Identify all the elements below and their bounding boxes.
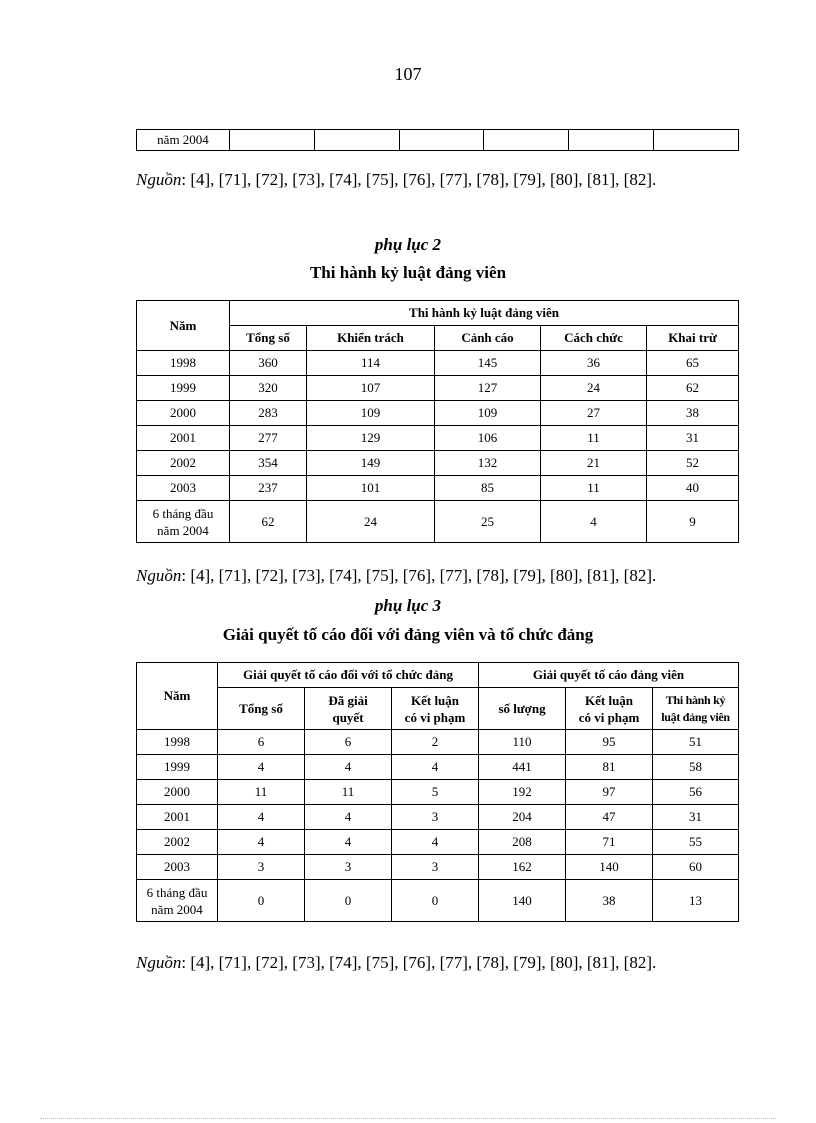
table-cell: 6 — [218, 730, 305, 755]
page-edge-divider — [40, 1118, 776, 1119]
year-cell: 2003 — [137, 476, 230, 501]
column-header: Khai trừ — [647, 326, 739, 351]
appendix2-heading: phụ lục 2 — [374, 235, 442, 254]
year-header: Năm — [137, 301, 230, 351]
table-cell: 11 — [305, 780, 392, 805]
table-cell: 192 — [479, 780, 566, 805]
table-cell: 11 — [218, 780, 305, 805]
table-cell: 51 — [653, 730, 739, 755]
year-cell: 1999 — [137, 755, 218, 780]
table-cell: 85 — [435, 476, 541, 501]
year-cell: 1999 — [137, 376, 230, 401]
table-cell: 277 — [230, 426, 307, 451]
table-cell: 4 — [218, 830, 305, 855]
column-header-line: số lượng — [498, 701, 546, 716]
table-cell: 2 — [392, 730, 479, 755]
table-cell: 5 — [392, 780, 479, 805]
column-header — [392, 688, 479, 730]
table-cell: 4 — [541, 501, 647, 543]
table-cell: 127 — [435, 376, 541, 401]
table-cell: 109 — [435, 401, 541, 426]
table-cell: 56 — [653, 780, 739, 805]
column-header — [479, 688, 566, 730]
table-cell: năm 2004 — [137, 130, 230, 151]
column-header-line: Thi hành kỷ — [665, 692, 726, 707]
table-cell: 24 — [541, 376, 647, 401]
column-headers — [137, 688, 739, 730]
year-cell: 2001 — [137, 426, 230, 451]
source-note — [136, 953, 656, 973]
table-cell: 40 — [647, 476, 739, 501]
table-cell: 60 — [653, 855, 739, 880]
table-cell: 47 — [566, 805, 653, 830]
page-number: 107 — [394, 64, 422, 84]
table-cell: 3 — [218, 855, 305, 880]
year-cell: 2003 — [137, 855, 218, 880]
year-line: năm 2004 — [157, 522, 209, 538]
source-label: Nguồn — [136, 566, 182, 585]
column-header-line: có vi phạm — [578, 709, 640, 725]
year-cell: 2000 — [137, 401, 230, 426]
table-cell: 0 — [305, 880, 392, 922]
table-cell: 62 — [230, 501, 307, 543]
table-cell — [314, 130, 399, 151]
table-cell: 52 — [647, 451, 739, 476]
year-cell: 2000 — [137, 780, 218, 805]
table-cell: 204 — [479, 805, 566, 830]
table-cell: 38 — [647, 401, 739, 426]
year-cell — [137, 501, 230, 543]
table-cell: 0 — [218, 880, 305, 922]
group-header: Thi hành kỷ luật đảng viên — [230, 301, 739, 326]
table-row — [137, 805, 739, 830]
table-cell: 95 — [566, 730, 653, 755]
table-cell — [484, 130, 569, 151]
column-header-line: Đã giải — [328, 692, 368, 708]
column-header: Tổng số — [230, 326, 307, 351]
source-refs: : [4], [71], [72], [73], [74], [75], [76], [77], [78], [79], [80], [81], [82]. — [181, 953, 657, 972]
column-header: Cảnh cáo — [435, 326, 541, 351]
year-cell: 2002 — [137, 451, 230, 476]
table-cell: 441 — [479, 755, 566, 780]
table-cell: 38 — [566, 880, 653, 922]
table-cell: 208 — [479, 830, 566, 855]
table-row — [137, 730, 739, 755]
column-header-line: Tổng số — [239, 701, 283, 716]
table-cell: 3 — [392, 805, 479, 830]
table-cell: 97 — [566, 780, 653, 805]
table-row — [137, 780, 739, 805]
table-cell: 11 — [541, 426, 647, 451]
table-cell — [399, 130, 484, 151]
table-cell: 106 — [435, 426, 541, 451]
table-cell: 31 — [647, 426, 739, 451]
group-header: Giải quyết tố cáo đảng viên — [479, 663, 739, 688]
table-cell: 110 — [479, 730, 566, 755]
table-row — [137, 401, 739, 426]
column-header — [566, 688, 653, 730]
table-cell: 13 — [653, 880, 739, 922]
table-row — [137, 830, 739, 855]
source-note — [136, 170, 656, 190]
table-row — [137, 880, 739, 922]
column-header-line: luật đảng viên — [661, 709, 730, 724]
appendix3-heading: phụ lục 3 — [374, 596, 442, 615]
table-cell: 58 — [653, 755, 739, 780]
table-cell: 9 — [647, 501, 739, 543]
table-cell: 4 — [392, 755, 479, 780]
table-cell: 145 — [435, 351, 541, 376]
table-cell — [230, 130, 315, 151]
table-cell: 140 — [566, 855, 653, 880]
table-row — [137, 476, 739, 501]
column-header-line: quyết — [332, 709, 364, 725]
source-refs: : [4], [71], [72], [73], [74], [75], [76], [77], [78], [79], [80], [81], [82]. — [181, 566, 657, 585]
source-refs: : [4], [71], [72], [73], [74], [75], [76], [77], [78], [79], [80], [81], [82]. — [181, 170, 657, 189]
table-cell: 140 — [479, 880, 566, 922]
table-cell: 101 — [307, 476, 435, 501]
appendix2-table — [136, 300, 739, 543]
year-line: năm 2004 — [151, 901, 203, 917]
table-cell: 4 — [305, 755, 392, 780]
table-cell: 24 — [307, 501, 435, 543]
table-cell: 109 — [307, 401, 435, 426]
table-row — [137, 755, 739, 780]
table-cell: 0 — [392, 880, 479, 922]
table-cell: 4 — [392, 830, 479, 855]
column-header — [218, 688, 305, 730]
table-cell: 31 — [653, 805, 739, 830]
table-cell: 36 — [541, 351, 647, 376]
table-cell: 114 — [307, 351, 435, 376]
table-cell: 4 — [305, 805, 392, 830]
column-header: Khiển trách — [307, 326, 435, 351]
table-cell: 4 — [218, 805, 305, 830]
table-cell: 4 — [305, 830, 392, 855]
table-cell — [569, 130, 654, 151]
table-cell: 283 — [230, 401, 307, 426]
column-header — [653, 688, 739, 730]
table-row — [137, 855, 739, 880]
table-cell: 6 — [305, 730, 392, 755]
year-header: Năm — [137, 663, 218, 730]
table-cell: 27 — [541, 401, 647, 426]
year-line: 6 tháng đầu — [152, 505, 214, 521]
year-cell: 1998 — [137, 351, 230, 376]
source-note — [136, 566, 656, 586]
year-cell — [137, 880, 218, 922]
table-row — [137, 426, 739, 451]
appendix3-title: Giải quyết tố cáo đối với đảng viên và tổ chức đảng — [222, 625, 594, 644]
column-header: Cách chức — [541, 326, 647, 351]
table-row — [137, 376, 739, 401]
table-row — [137, 451, 739, 476]
table-cell: 4 — [218, 755, 305, 780]
table-cell: 360 — [230, 351, 307, 376]
table-cell: 55 — [653, 830, 739, 855]
table-cell: 71 — [566, 830, 653, 855]
appendix3-table — [136, 662, 739, 922]
table-cell: 320 — [230, 376, 307, 401]
table-row — [137, 351, 739, 376]
table-row — [137, 501, 739, 543]
table-cell: 62 — [647, 376, 739, 401]
table-cell — [654, 130, 739, 151]
group-header: Giải quyết tố cáo đối với tổ chức đảng — [218, 663, 479, 688]
prev-table-tail — [136, 129, 739, 151]
table-cell: 25 — [435, 501, 541, 543]
year-cell: 2002 — [137, 830, 218, 855]
year-line: 6 tháng đầu — [146, 884, 208, 900]
table-cell: 107 — [307, 376, 435, 401]
table-cell: 65 — [647, 351, 739, 376]
appendix2-title: Thi hành kỷ luật đảng viên — [309, 263, 507, 282]
year-cell: 2001 — [137, 805, 218, 830]
source-label: Nguồn — [136, 953, 182, 972]
table-cell: 21 — [541, 451, 647, 476]
table-cell: 354 — [230, 451, 307, 476]
table-cell: 237 — [230, 476, 307, 501]
table-cell: 81 — [566, 755, 653, 780]
table-cell: 3 — [305, 855, 392, 880]
column-header-line: Kết luận — [585, 692, 634, 708]
table-cell: 3 — [392, 855, 479, 880]
table-cell: 11 — [541, 476, 647, 501]
column-header-line: có vi phạm — [404, 709, 466, 725]
table-cell: 132 — [435, 451, 541, 476]
column-header — [305, 688, 392, 730]
year-cell: 1998 — [137, 730, 218, 755]
table-cell: 129 — [307, 426, 435, 451]
source-label: Nguồn — [136, 170, 182, 189]
column-header-line: Kết luận — [410, 692, 460, 708]
table-cell: 149 — [307, 451, 435, 476]
table-cell: 162 — [479, 855, 566, 880]
